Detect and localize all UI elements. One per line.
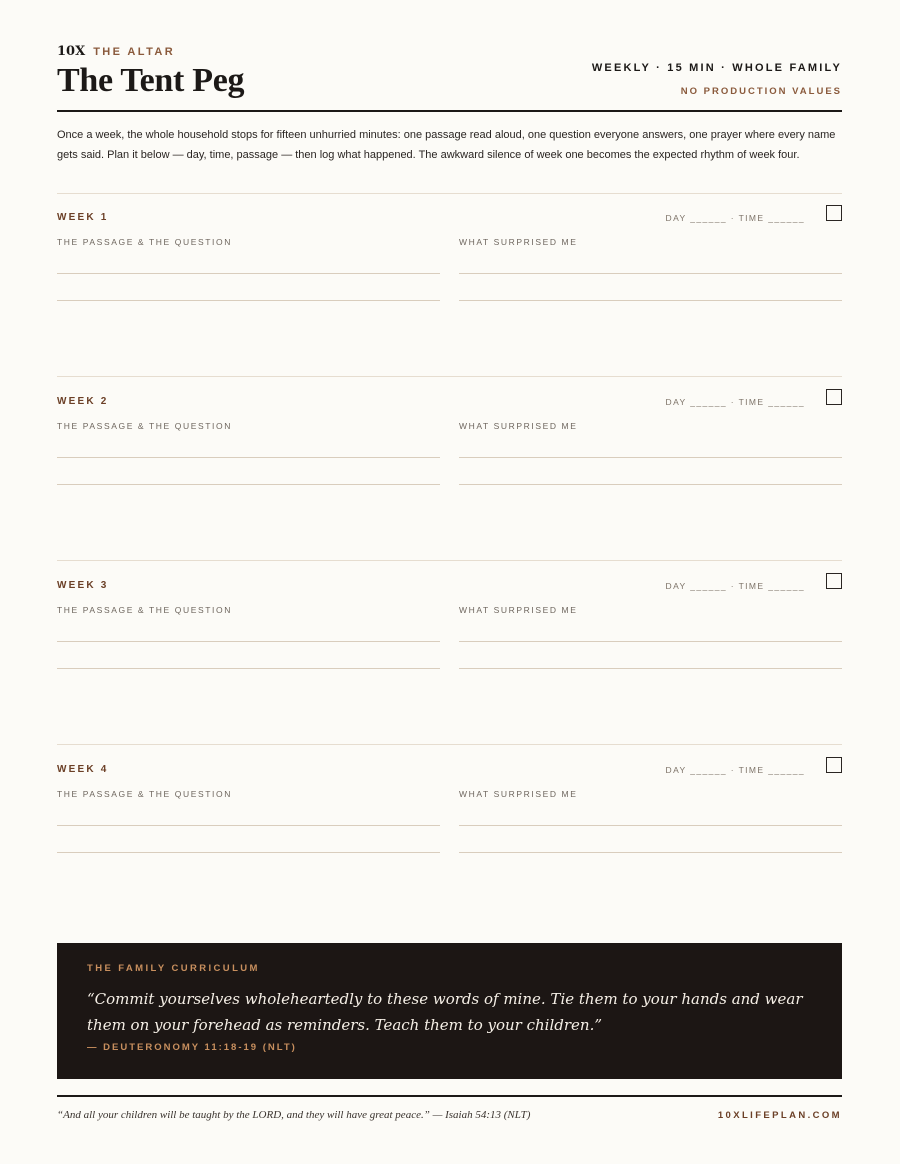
footer-website-link[interactable]: 10XLIFEPLAN.COM bbox=[717, 1110, 842, 1121]
week-checkbox[interactable] bbox=[826, 205, 842, 221]
quote-reference: — DEUTERONOMY 11:18-19 (NLT) bbox=[87, 1042, 297, 1053]
footer-verse: “And all your children will be taught by the LORD, and they will have great peace.” — Isaiah 54:13 (NLT) bbox=[57, 1109, 531, 1121]
quote-text: “Commit yourselves wholeheartedly to these words of mine. Tie them to your hands and wear them on your forehead as reminders. Teach them to your children.” bbox=[87, 990, 803, 1034]
brand bbox=[57, 44, 175, 59]
week-section bbox=[57, 193, 842, 378]
footer-divider bbox=[57, 1095, 842, 1097]
surprised-line[interactable] bbox=[459, 300, 842, 301]
passage-question-label: THE PASSAGE & THE QUESTION bbox=[57, 421, 232, 431]
passage-line[interactable] bbox=[57, 825, 440, 826]
surprised-line[interactable] bbox=[459, 641, 842, 642]
meta-frequency: WEEKLY · 15 MIN · WHOLE FAMILY bbox=[591, 62, 842, 74]
surprised-line[interactable] bbox=[459, 668, 842, 669]
week-checkbox[interactable] bbox=[826, 757, 842, 773]
passage-question-label: THE PASSAGE & THE QUESTION bbox=[57, 605, 232, 615]
passage-line[interactable] bbox=[57, 273, 440, 274]
week-label: WEEK 2 bbox=[57, 396, 109, 407]
surprised-line[interactable] bbox=[459, 457, 842, 458]
intro-paragraph: Once a week, the whole household stops for fifteen unhurried minutes: one passage read aloud, one question everyone answers, one prayer where every name gets said. Plan it below — day, time, passage — then log what happened. The awkward silence of week one becomes the expected rhythm of week four. bbox=[57, 129, 836, 161]
passage-line[interactable] bbox=[57, 457, 440, 458]
header-divider bbox=[57, 110, 842, 112]
passage-question-label: THE PASSAGE & THE QUESTION bbox=[57, 237, 232, 247]
day-time-field[interactable]: DAY ______ · TIME ______ bbox=[665, 397, 805, 407]
week-section bbox=[57, 561, 842, 746]
brand-subtitle: THE ALTAR bbox=[93, 46, 176, 58]
meta-note: NO PRODUCTION VALUES bbox=[680, 86, 842, 97]
passage-line[interactable] bbox=[57, 300, 440, 301]
worksheet-page bbox=[57, 0, 842, 1164]
surprised-line[interactable] bbox=[459, 484, 842, 485]
surprised-line[interactable] bbox=[459, 825, 842, 826]
surprised-label: WHAT SURPRISED ME bbox=[459, 605, 578, 615]
week-label: WEEK 3 bbox=[57, 580, 109, 591]
passage-line[interactable] bbox=[57, 484, 440, 485]
day-time-field[interactable]: DAY ______ · TIME ______ bbox=[665, 581, 805, 591]
page-title: The Tent Peg bbox=[57, 62, 245, 99]
day-time-field[interactable]: DAY ______ · TIME ______ bbox=[665, 213, 805, 223]
week-section bbox=[57, 377, 842, 562]
passage-question-label: THE PASSAGE & THE QUESTION bbox=[57, 789, 232, 799]
curriculum-quote-box bbox=[57, 943, 842, 1079]
quote-kicker: THE FAMILY CURRICULUM bbox=[87, 963, 260, 974]
day-time-field[interactable]: DAY ______ · TIME ______ bbox=[665, 765, 805, 775]
week-section bbox=[57, 745, 842, 930]
passage-line[interactable] bbox=[57, 852, 440, 853]
meta-info bbox=[592, 62, 842, 97]
surprised-line[interactable] bbox=[459, 852, 842, 853]
week-label: WEEK 4 bbox=[57, 764, 109, 775]
surprised-label: WHAT SURPRISED ME bbox=[459, 421, 578, 431]
week-label: WEEK 1 bbox=[57, 212, 109, 223]
surprised-line[interactable] bbox=[459, 273, 842, 274]
passage-line[interactable] bbox=[57, 668, 440, 669]
surprised-label: WHAT SURPRISED ME bbox=[459, 789, 578, 799]
brand-mark: 10X bbox=[57, 44, 86, 59]
surprised-label: WHAT SURPRISED ME bbox=[459, 237, 578, 247]
week-checkbox[interactable] bbox=[826, 573, 842, 589]
passage-line[interactable] bbox=[57, 641, 440, 642]
week-checkbox[interactable] bbox=[826, 389, 842, 405]
